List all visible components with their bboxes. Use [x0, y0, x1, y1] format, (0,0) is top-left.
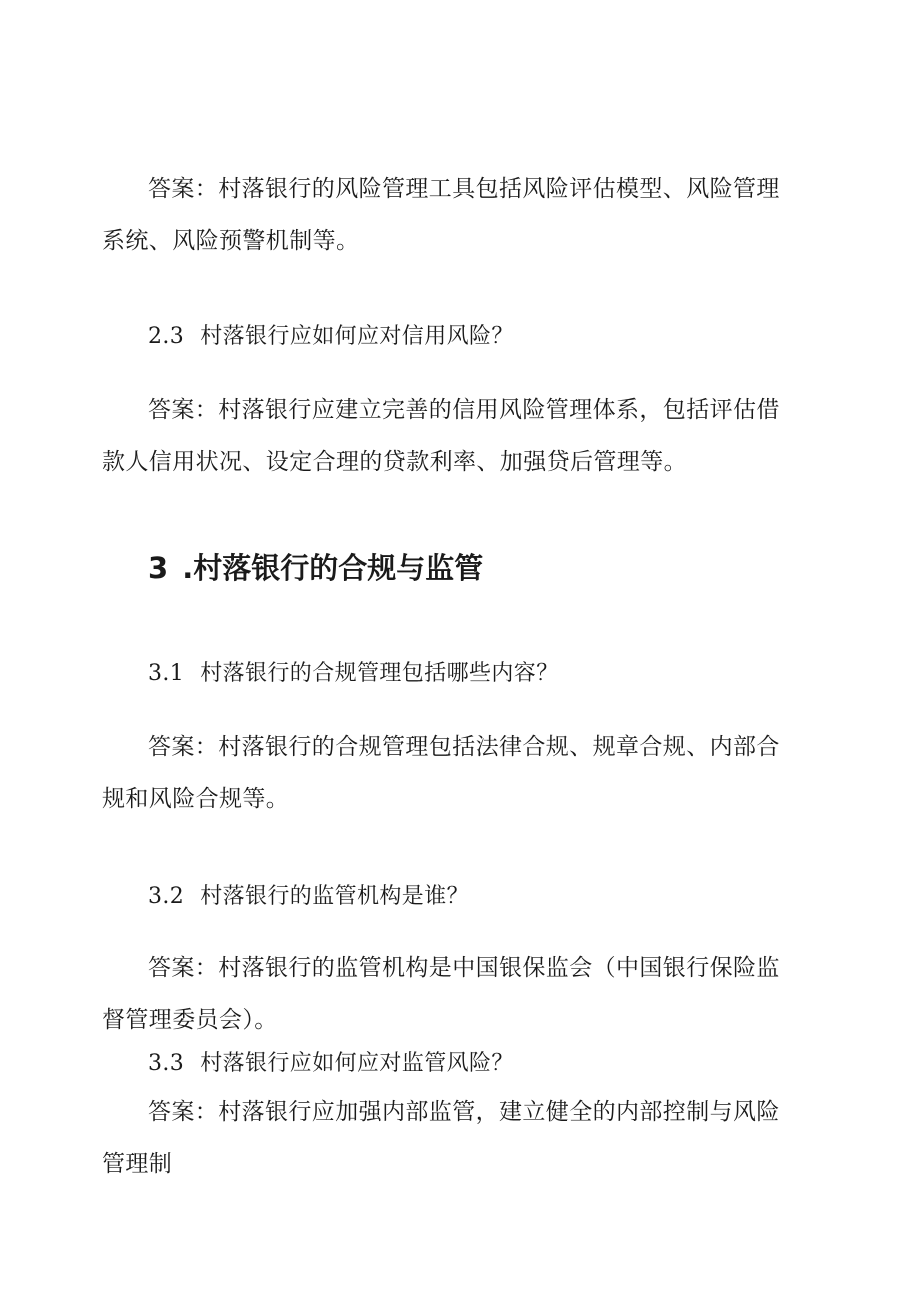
question-2-3	[148, 322, 514, 352]
question-3-3-number: 3.3	[148, 1051, 185, 1076]
question-3-3	[148, 1049, 514, 1079]
section-3-number: 3	[148, 551, 169, 585]
question-3-2-number: 3.2	[148, 884, 185, 909]
question-2-3-text: 村落银行应如何应对信用风险？	[200, 324, 514, 349]
question-2-3-number: 2.3	[148, 324, 185, 349]
question-3-2-text: 村落银行的监管机构是谁？	[200, 884, 469, 909]
question-3-1-text: 村落银行的合规管理包括哪些内容？	[200, 661, 559, 686]
answer-2-3: 答案：村落银行应建立完善的信用风险管理体系，包括评估借款人信用状况、设定合理的贷款利率、加强贷后管理等。	[102, 397, 780, 475]
answer-3-2: 答案：村落银行的监管机构是中国银保监会（中国银行保险监督管理委员会）。	[102, 955, 780, 1033]
question-3-1	[148, 659, 559, 689]
section-3-heading	[148, 548, 483, 588]
question-3-2	[148, 882, 469, 912]
question-3-3-text: 村落银行应如何应对监管风险？	[200, 1051, 514, 1076]
section-3-title: .村落银行的合规与监管	[182, 551, 484, 585]
question-3-1-number: 3.1	[148, 661, 185, 686]
answer-2-2: 答案：村落银行的风险管理工具包括风险评估模型、风险管理系统、风险预警机制等。	[102, 176, 780, 254]
answer-3-1: 答案：村落银行的合规管理包括法律合规、规章合规、内部合规和风险合规等。	[102, 734, 780, 812]
answer-3-3: 答案：村落银行应加强内部监管，建立健全的内部控制与风险管理制	[102, 1099, 780, 1177]
